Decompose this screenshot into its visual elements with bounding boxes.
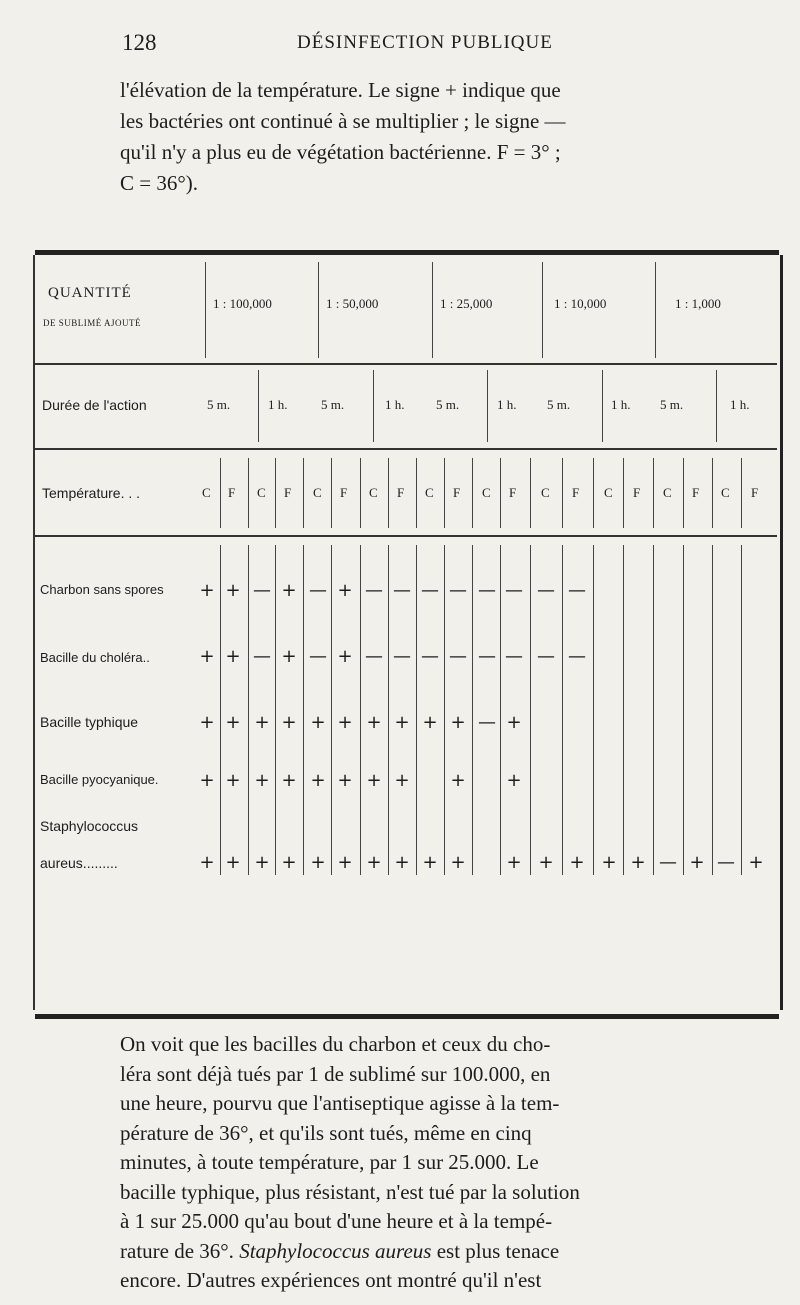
- temperature-divider: [275, 458, 276, 528]
- no-growth-sign: —: [253, 580, 271, 601]
- concentration-header: 1 : 100,000: [213, 296, 272, 311]
- duration-cell: 1 h.: [385, 397, 405, 412]
- temperature-divider: [360, 458, 361, 528]
- growth-sign: +: [366, 712, 382, 733]
- temperature-label: Température. . .: [42, 485, 141, 501]
- no-growth-sign: —: [309, 646, 327, 667]
- growth-sign: +: [394, 712, 410, 733]
- no-growth-sign: —: [568, 580, 586, 601]
- no-growth-sign: —: [659, 852, 677, 873]
- temperature-cell: F: [509, 485, 517, 500]
- duration-cell: 1 h.: [611, 397, 631, 412]
- header-divider: [318, 262, 319, 358]
- body-text: est plus tenace: [431, 1238, 560, 1263]
- duration-divider: [258, 370, 259, 442]
- row-label-staphylococcus: Staphylococcus: [40, 818, 139, 834]
- body-line: une heure, pourvu que l'antiseptique agisse à la tem-: [120, 1091, 560, 1115]
- no-growth-sign: —: [717, 852, 735, 873]
- no-growth-sign: —: [505, 580, 523, 601]
- temperature-cell: F: [228, 485, 236, 500]
- species-name: Staphylococcus aureus: [239, 1238, 432, 1263]
- growth-sign: +: [281, 770, 297, 791]
- growth-sign: +: [310, 852, 326, 873]
- header-divider: [432, 262, 433, 358]
- row-label-charbon: Charbon sans spores: [40, 582, 164, 597]
- temperature-cell: F: [572, 485, 580, 500]
- growth-sign: +: [337, 646, 353, 667]
- temperature-divider: [388, 458, 389, 528]
- growth-sign: +: [394, 770, 410, 791]
- temperature-divider: [500, 458, 501, 528]
- duration-cell: 5 m.: [321, 397, 345, 412]
- body-text: rature de 36°.: [120, 1238, 240, 1263]
- duration-cell: 5 m.: [207, 397, 231, 412]
- body-line: pérature de 36°, et qu'ils sont tués, même en cinq: [120, 1120, 532, 1145]
- no-growth-sign: —: [478, 580, 496, 601]
- temperature-cell: C: [313, 485, 322, 500]
- no-growth-sign: —: [393, 646, 411, 667]
- body-line: bacille typhique, plus résistant, n'est tué par la solution: [120, 1179, 580, 1204]
- growth-sign: +: [450, 770, 466, 791]
- intro-paragraph: [120, 75, 765, 199]
- temperature-divider: [248, 458, 249, 528]
- page-number: 128: [122, 30, 157, 55]
- intro-line: les bactéries ont continué à se multiplier ; le signe —: [120, 109, 566, 133]
- growth-sign: +: [310, 770, 326, 791]
- growth-sign: +: [337, 852, 353, 873]
- temperature-cell: F: [284, 485, 292, 500]
- growth-sign: +: [281, 852, 297, 873]
- growth-sign: +: [337, 580, 353, 601]
- concentration-header: 1 : 25,000: [440, 296, 493, 311]
- running-head: DÉSINFECTION PUBLIQUE: [297, 32, 553, 53]
- growth-sign: +: [225, 646, 241, 667]
- intro-line: C = 36°).: [120, 171, 198, 195]
- body-line: On voit que les bacilles du charbon et ceux du cho-: [120, 1032, 551, 1056]
- temperature-divider: [562, 458, 563, 528]
- no-growth-sign: —: [365, 580, 383, 601]
- quantity-subheader: DE SUBLIMÉ AJOUTÉ: [43, 318, 141, 328]
- grid-divider: [683, 545, 684, 875]
- growth-sign: +: [225, 580, 241, 601]
- growth-sign: +: [506, 712, 522, 733]
- duration-divider: [602, 370, 603, 442]
- temperature-divider: [444, 458, 445, 528]
- growth-sign: +: [225, 712, 241, 733]
- temperature-cell: F: [751, 485, 759, 500]
- results-table: [33, 255, 783, 1010]
- duration-cell: 5 m.: [547, 397, 571, 412]
- temperature-divider: [220, 458, 221, 528]
- table-divider: [35, 448, 777, 450]
- growth-sign: +: [422, 852, 438, 873]
- temperature-cell: F: [692, 485, 700, 500]
- temperature-divider: [530, 458, 531, 528]
- duration-cell: 1 h.: [730, 397, 750, 412]
- temperature-cell: F: [340, 485, 348, 500]
- temperature-cell: C: [202, 485, 211, 500]
- temperature-divider: [683, 458, 684, 528]
- growth-sign: +: [422, 712, 438, 733]
- temperature-cell: F: [453, 485, 461, 500]
- body-paragraph: [120, 1030, 765, 1296]
- no-growth-sign: —: [478, 646, 496, 667]
- growth-sign: +: [748, 852, 764, 873]
- grid-divider: [623, 545, 624, 875]
- body-line: encore. D'autres expériences ont montré qu'il n'est: [120, 1268, 542, 1292]
- no-growth-sign: —: [365, 646, 383, 667]
- no-growth-sign: —: [449, 580, 467, 601]
- growth-sign: +: [310, 712, 326, 733]
- grid-divider: [741, 545, 742, 875]
- growth-sign: +: [199, 712, 215, 733]
- duration-divider: [487, 370, 488, 442]
- duration-divider: [716, 370, 717, 442]
- intro-line: qu'il n'y a plus eu de végétation bactérienne. F = 3° ;: [120, 140, 561, 164]
- page-header: [122, 30, 762, 60]
- row-label-pyocyanique: Bacille pyocyanique.: [40, 772, 159, 787]
- temperature-cell: C: [257, 485, 266, 500]
- temperature-cell: C: [721, 485, 730, 500]
- temperature-cell: C: [541, 485, 550, 500]
- growth-sign: +: [689, 852, 705, 873]
- temperature-cell: C: [369, 485, 378, 500]
- growth-sign: +: [199, 852, 215, 873]
- duration-cell: 1 h.: [497, 397, 517, 412]
- temperature-cell: C: [425, 485, 434, 500]
- temperature-cell: C: [604, 485, 613, 500]
- growth-sign: +: [199, 770, 215, 791]
- grid-divider: [593, 545, 594, 875]
- temperature-divider: [303, 458, 304, 528]
- growth-sign: +: [450, 852, 466, 873]
- growth-sign: +: [569, 852, 585, 873]
- header-divider: [542, 262, 543, 358]
- body-line: léra sont déjà tués par 1 de sublimé sur 100.000, en: [120, 1061, 551, 1086]
- intro-line: l'élévation de la température. Le signe + indique que: [120, 78, 561, 102]
- table-divider: [35, 535, 777, 537]
- temperature-divider: [593, 458, 594, 528]
- header-divider: [655, 262, 656, 358]
- no-growth-sign: —: [421, 580, 439, 601]
- growth-sign: +: [601, 852, 617, 873]
- growth-sign: +: [366, 770, 382, 791]
- temperature-divider: [653, 458, 654, 528]
- grid-divider: [712, 545, 713, 875]
- concentration-header: 1 : 50,000: [326, 296, 379, 311]
- no-growth-sign: —: [393, 580, 411, 601]
- growth-sign: +: [281, 712, 297, 733]
- duration-cell: 5 m.: [436, 397, 460, 412]
- temperature-cell: F: [397, 485, 405, 500]
- growth-sign: +: [366, 852, 382, 873]
- temperature-cell: F: [633, 485, 641, 500]
- body-line: minutes, à toute température, par 1 sur 25.000. Le: [120, 1150, 539, 1174]
- growth-sign: +: [281, 646, 297, 667]
- duration-label: Durée de l'action: [42, 397, 147, 413]
- body-line: [120, 1237, 765, 1267]
- grid-divider: [653, 545, 654, 875]
- temperature-divider: [623, 458, 624, 528]
- growth-sign: +: [281, 580, 297, 601]
- growth-sign: +: [506, 852, 522, 873]
- header-divider: [205, 262, 206, 358]
- row-label-typhique: Bacille typhique: [40, 714, 139, 730]
- growth-sign: +: [254, 770, 270, 791]
- table-bottom-rule: [35, 1014, 779, 1019]
- temperature-divider: [712, 458, 713, 528]
- temperature-divider: [472, 458, 473, 528]
- no-growth-sign: —: [309, 580, 327, 601]
- quantity-header: QUANTITÉ: [48, 285, 132, 301]
- no-growth-sign: —: [568, 646, 586, 667]
- growth-sign: +: [394, 852, 410, 873]
- growth-sign: +: [506, 770, 522, 791]
- temperature-cell: C: [663, 485, 672, 500]
- temperature-divider: [741, 458, 742, 528]
- growth-sign: +: [450, 712, 466, 733]
- temperature-divider: [331, 458, 332, 528]
- no-growth-sign: —: [537, 580, 555, 601]
- row-label-cholera: Bacille du choléra..: [40, 650, 150, 665]
- growth-sign: +: [254, 852, 270, 873]
- no-growth-sign: —: [421, 646, 439, 667]
- no-growth-sign: —: [253, 646, 271, 667]
- growth-sign: +: [225, 852, 241, 873]
- temperature-cell: C: [482, 485, 491, 500]
- concentration-header: 1 : 10,000: [554, 296, 607, 311]
- row-label-aureus: aureus.........: [40, 855, 118, 871]
- growth-sign: +: [337, 770, 353, 791]
- growth-sign: +: [199, 580, 215, 601]
- duration-cell: 1 h.: [268, 397, 288, 412]
- no-growth-sign: —: [478, 712, 496, 733]
- duration-cell: 5 m.: [660, 397, 684, 412]
- no-growth-sign: —: [537, 646, 555, 667]
- duration-divider: [373, 370, 374, 442]
- growth-sign: +: [225, 770, 241, 791]
- growth-sign: +: [630, 852, 646, 873]
- growth-sign: +: [254, 712, 270, 733]
- growth-sign: +: [337, 712, 353, 733]
- temperature-divider: [416, 458, 417, 528]
- table-divider: [35, 363, 777, 365]
- body-line: à 1 sur 25.000 qu'au bout d'une heure et à la tempé-: [120, 1209, 553, 1233]
- growth-sign: +: [538, 852, 554, 873]
- growth-sign: +: [199, 646, 215, 667]
- concentration-header: 1 : 1,000: [675, 296, 721, 311]
- no-growth-sign: —: [505, 646, 523, 667]
- no-growth-sign: —: [449, 646, 467, 667]
